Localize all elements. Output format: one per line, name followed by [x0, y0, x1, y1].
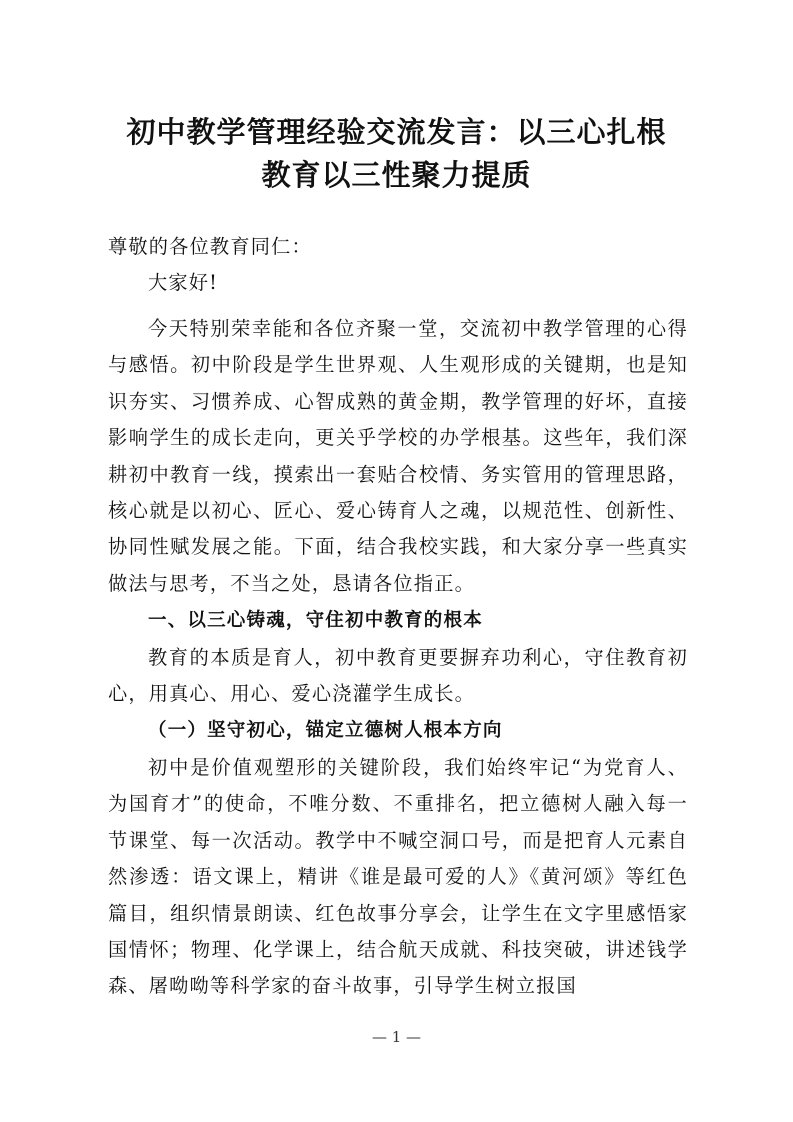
document-title-line-1: 初中教学管理经验交流发言：以三心扎根 [126, 115, 667, 149]
subsection-heading-1-1: （一）坚守初心，锚定立德树人根本方向 [148, 720, 503, 741]
greeting: 大家好! [148, 271, 219, 294]
section-heading-1: 一、以三心铸魂，守住初中教育的根本 [148, 610, 483, 631]
page-number: — 1 — [371, 1028, 422, 1046]
subsection-1-1-paragraph: 初中是价值观塑形的关键阶段，我们始终牢记“为党育人、为国育才”的使命，不唯分数、不重排名，把立德树人融入每一节课堂、每一次活动。教学中不喊空洞口号，而是把育人元素自然渗透：语文课上，精讲《谁是最可爱的人》《黄河颂》等红色篇目，组织情景朗读、红色故事分享会，让学生在文字里感悟家国情怀；物理、化学课上，结合航天成就、科技突破，讲述钱学森、屠呦呦等科学家的奋斗故事，引导学生树立报国 [108, 756, 688, 998]
section-1-paragraph: 教育的本质是育人，初中教育更要摒弃功利心，守住教育初心，用真心、用心、爱心浇灌学生成长。 [108, 646, 688, 706]
salutation: 尊敬的各位教育同仁： [108, 235, 312, 258]
document-title-line-2: 教育以三性聚力提质 [261, 158, 532, 192]
intro-paragraph: 今天特别荣幸能和各位齐聚一堂，交流初中教学管理的心得与感悟。初中阶段是学生世界观、人生观形成的关键期，也是知识夯实、习惯养成、心智成熟的黄金期，教学管理的好坏，直接影响学生的成长走向，更关乎学校的办学根基。这些年，我们深耕初中教育一线，摸索出一套贴合校情、务实管用的管理思路，核心就是以初心、匠心、爱心铸育人之魂，以规范性、创新性、协同性赋发展之能。下面，结合我校实践，和大家分享一些真实做法与思考，不当之处，恳请各位指正。 [108, 317, 688, 595]
